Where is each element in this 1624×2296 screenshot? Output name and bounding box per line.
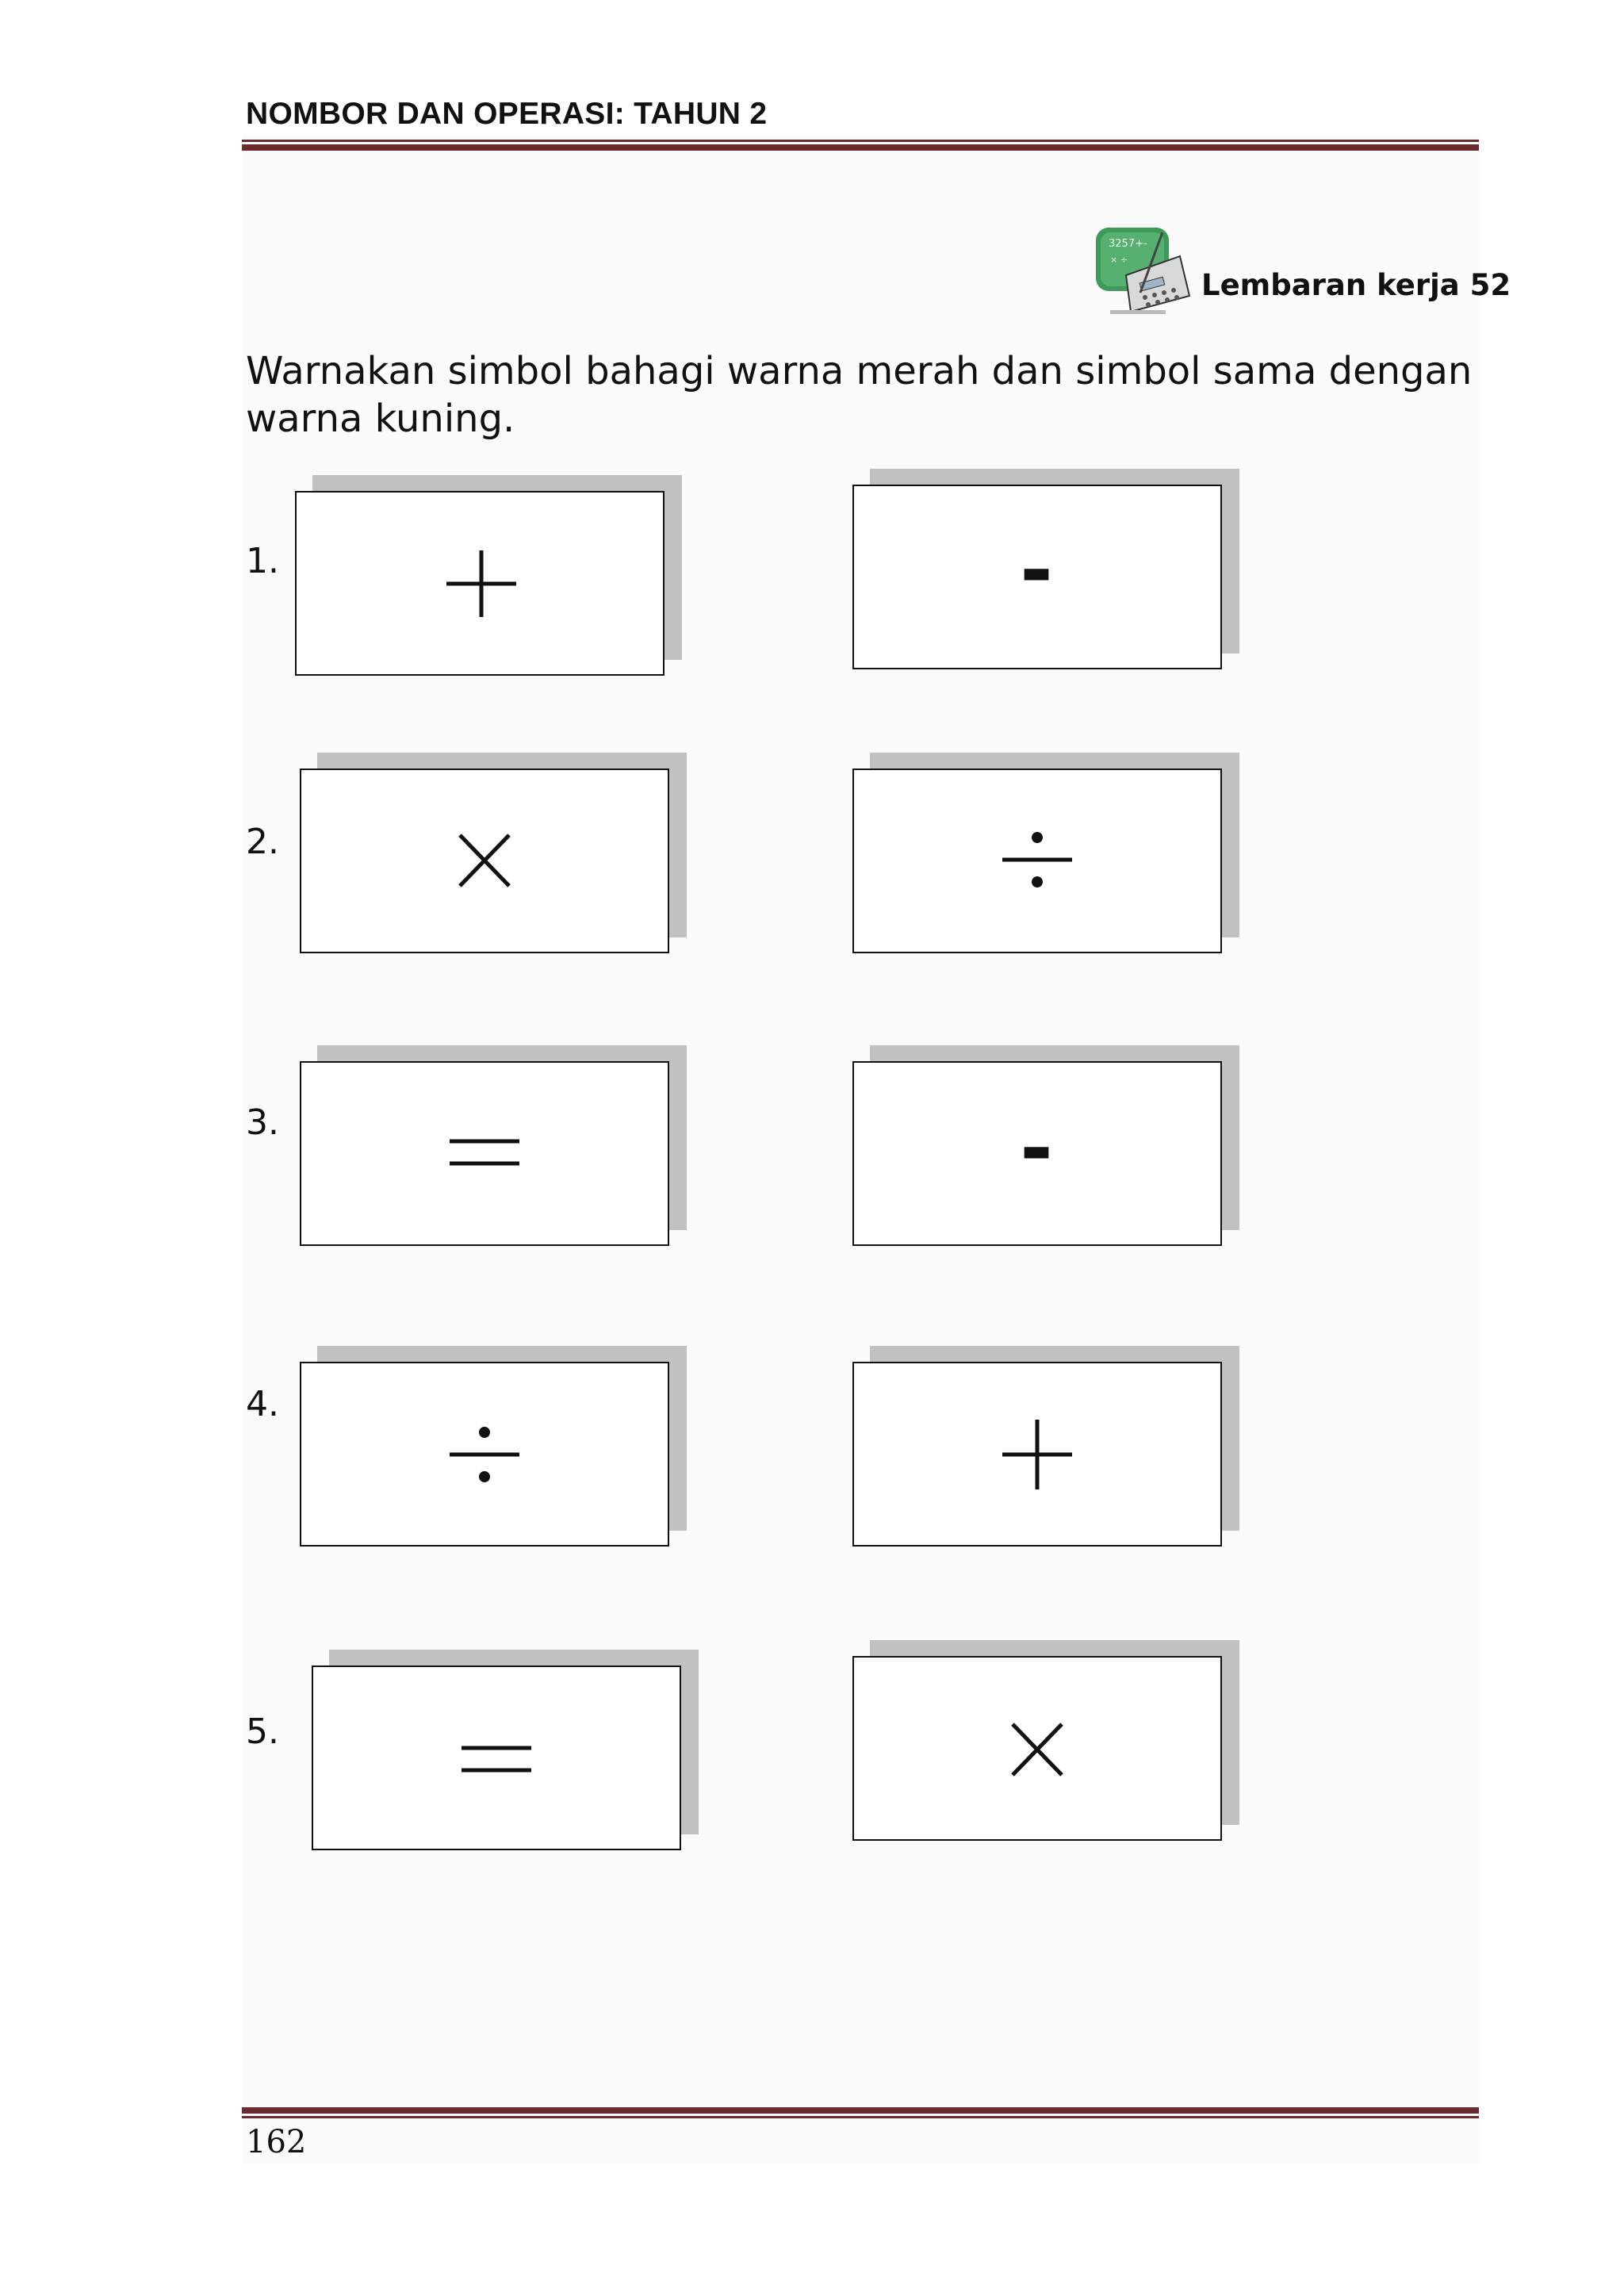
- times-icon: [301, 770, 668, 952]
- instruction-text: Warnakan simbol bahagi warna merah dan simbol sama dengan warna kuning.: [246, 349, 1473, 441]
- question-number: 3.: [246, 1102, 279, 1143]
- symbol-card-equals[interactable]: [312, 1665, 681, 1850]
- minus-icon: -: [1020, 523, 1053, 616]
- divide-icon: [854, 770, 1220, 952]
- symbol-card-minus[interactable]: [852, 485, 1222, 669]
- symbol-card-divide[interactable]: [300, 1362, 669, 1547]
- calculator-chalkboard-icon: [1093, 224, 1196, 320]
- svg-text:× ÷: × ÷: [1110, 255, 1128, 265]
- chalkboard-text: 3257+-: [1109, 238, 1147, 250]
- question-number: 1.: [246, 541, 279, 581]
- symbol-card-times[interactable]: [852, 1656, 1222, 1841]
- symbol-card-times[interactable]: [300, 769, 669, 953]
- symbol-card-divide[interactable]: [852, 769, 1222, 953]
- times-icon: [854, 1658, 1220, 1839]
- question-number: 2.: [246, 822, 279, 862]
- worksheet-label: Lembaran kerja 52: [1201, 268, 1511, 302]
- plus-icon: [854, 1363, 1220, 1545]
- header-rule: [242, 140, 1479, 151]
- question-number: 5.: [246, 1711, 279, 1752]
- symbol-card-minus[interactable]: [852, 1061, 1222, 1246]
- equals-icon: [313, 1667, 680, 1849]
- minus-icon: -: [1020, 1102, 1053, 1194]
- divide-icon: [301, 1363, 668, 1545]
- page-number: 162: [246, 2124, 307, 2160]
- plus-icon: [297, 493, 663, 674]
- symbol-card-equals[interactable]: [300, 1061, 669, 1246]
- footer-rule: [242, 2107, 1479, 2118]
- symbol-card-plus[interactable]: [295, 491, 665, 676]
- page-header-title: NOMBOR DAN OPERASI: TAHUN 2: [246, 97, 768, 131]
- equals-icon: [301, 1063, 668, 1244]
- question-number: 4.: [246, 1384, 279, 1424]
- symbol-card-plus[interactable]: [852, 1362, 1222, 1547]
